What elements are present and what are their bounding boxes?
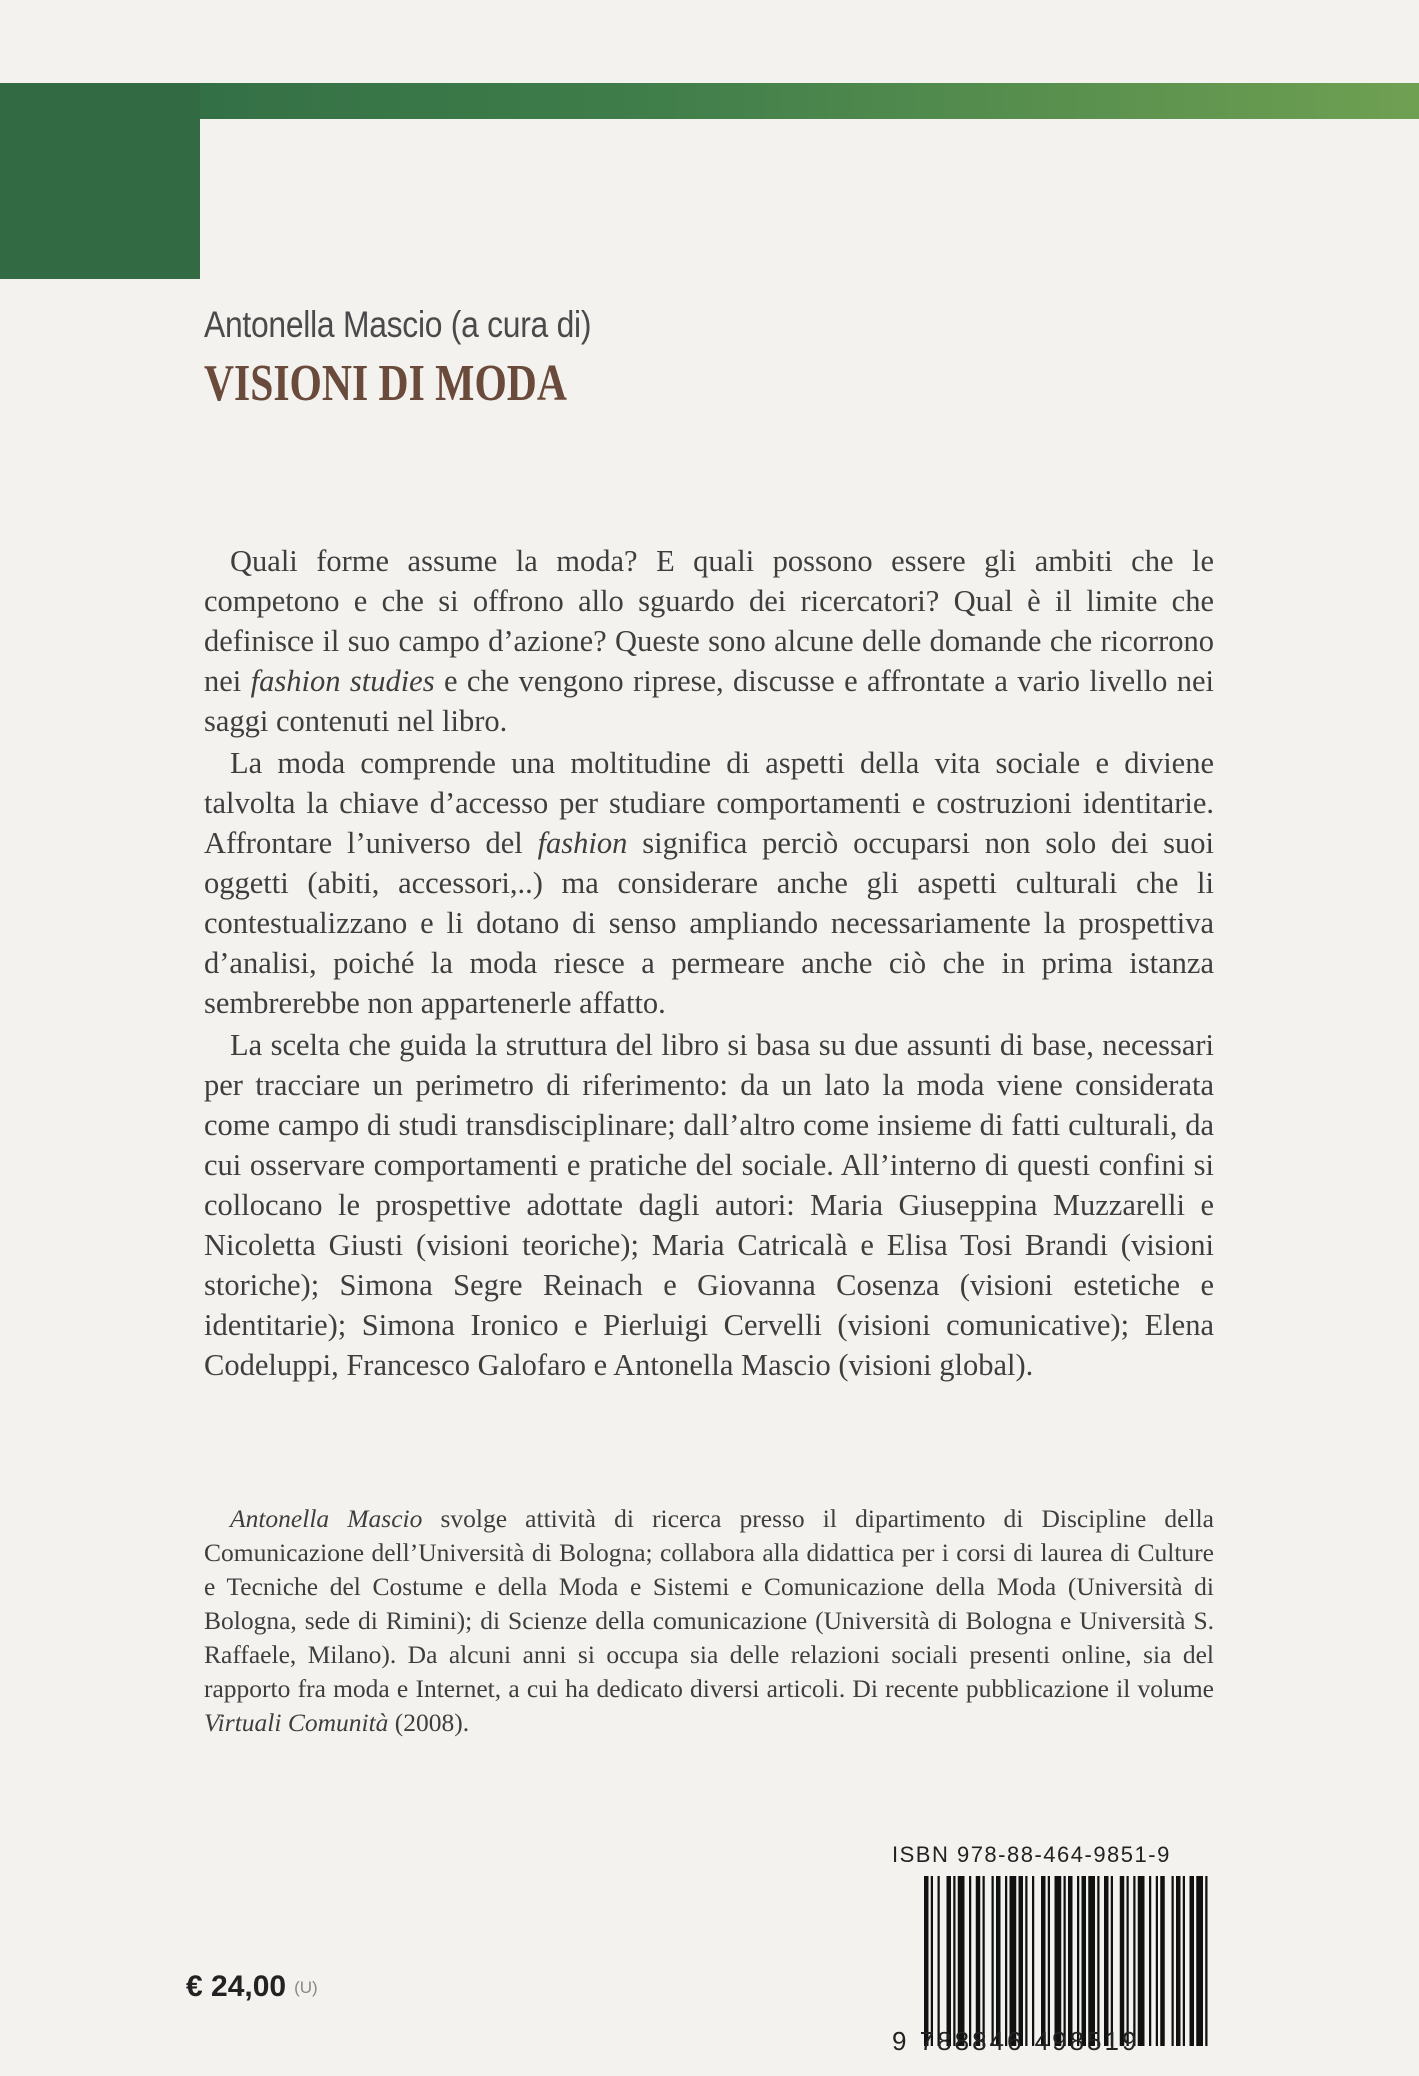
blurb-paragraph-3: La scelta che guida la struttura del libro si basa su due assunti di base, necessari per tracciare un perimetro di riferimento: da un lato la moda viene considerata come campo di studi transdisciplinare; dall’altro come insieme di fatti culturali, da cui osservare comportamenti e pratiche del sociale. All’interno di questi confini si collocano le prospettive adottate dagli autori: Maria Giuseppina Muzzarelli e Nicoletta Giusti (visioni teoriche); Maria Catricalà e Elisa Tosi Brandi (visioni storiche); Simona Segre Reinach e Giovanna Cosenza (visioni estetiche e identitarie); Simona Ironico e Pierluigi Cervelli (visioni comunicative); Elena Codeluppi, Francesco Galofaro e Antonella Mascio (visioni global). xyxy=(204,1028,1214,1382)
barcode-bar xyxy=(1196,1876,1203,2046)
barcode-bar xyxy=(958,1876,965,2046)
barcode-bar xyxy=(1032,1876,1034,2046)
bio-book-title: Virtuali Comunità xyxy=(204,1708,389,1737)
barcode-bar xyxy=(1077,1876,1079,2046)
back-cover-blurb xyxy=(204,541,1214,1387)
barcode-digits: 9 788846 498519 xyxy=(892,2026,1140,2056)
barcode-bar xyxy=(1205,1876,1207,2046)
book-author: Antonella Mascio (a cura di) xyxy=(204,304,592,345)
green-header-band xyxy=(0,83,1419,119)
price-amount: € 24,00 xyxy=(186,1970,287,2003)
barcode-bar xyxy=(1133,1876,1135,2046)
barcode-bar xyxy=(1156,1876,1158,2046)
barcode-bar xyxy=(1104,1876,1109,2046)
barcode-bar xyxy=(1048,1876,1050,2046)
isbn-label: ISBN 978-88-464-9851-9 xyxy=(892,1842,1171,1867)
barcode-bar xyxy=(983,1876,985,2046)
barcode-bar xyxy=(1097,1876,1099,2046)
blurb-paragraph-2: La moda comprende una moltitudine di aspetti della vita sociale e diviene talvolta la chiave d’accesso per studiare comportamenti e costruzioni identitarie. Affrontare l’universo del fashion significa perciò occuparsi non solo dei suoi oggetti (abiti, accessori,..) ma considerare anche gli aspetti culturali che li contestualizzano e li dotano di senso ampliando necessariamente la prospettiva d’analisi, poiché la moda riesce a permeare anche ciò che in prima istanza sembrerebbe non appartenerle affatto. xyxy=(204,746,1214,1020)
barcode-bar xyxy=(1176,1876,1181,2046)
barcode-bar xyxy=(1025,1876,1027,2046)
barcode xyxy=(924,1876,1212,2046)
barcode-bar xyxy=(1190,1876,1195,2046)
barcode-bar xyxy=(1138,1876,1145,2046)
bio-author-name: Antonella Mascio xyxy=(230,1504,423,1533)
blurb-paragraph-1: Quali forme assume la moda? E quali possono essere gli ambiti che le competono e che si offrono allo sguardo dei ricercatori? Qual è il limite che definisce il suo campo d’azione? Queste sono alcune delle domande che ricorrono nei fashion studies e che vengono riprese, discusse e affrontate a vario livello nei saggi contenuti nel libro. xyxy=(204,544,1214,738)
barcode-bar xyxy=(1088,1876,1095,2046)
barcode-bar xyxy=(969,1876,971,2046)
green-corner-block xyxy=(0,83,200,279)
barcode-bar xyxy=(976,1876,981,2046)
barcode-bar xyxy=(938,1876,940,2046)
price xyxy=(186,1970,318,2004)
barcode-bar xyxy=(1068,1876,1073,2046)
barcode-bar xyxy=(1055,1876,1062,2046)
barcode-bar xyxy=(1111,1876,1113,2046)
author-bio: Antonella Mascio svolge attività di ricerca presso il dipartimento di Discipline della Comunicazione dell’Università di Bologna; collabora alla didattica per i corsi di laurea di Culture e Tecniche del Costume e della Moda e Sistemi e Comunicazione della Moda (Università di Bologna, sede di Rimini); di Scienze della comunicazione (Università di Bologna e Università S. Raffaele, Milano). Da alcuni anni si occupa sia delle relazioni sociali presenti online, sia del rapporto fra moda e Internet, a cui ha dedicato diversi articoli. Di recente pubblicazione il volume Virtuali Comunità (2008). xyxy=(204,1504,1214,1737)
barcode-bar xyxy=(1005,1876,1007,2046)
barcode-bar xyxy=(931,1876,933,2046)
book-title: VISIONI DI MODA xyxy=(204,355,567,412)
barcode-bar xyxy=(992,1876,994,2046)
barcode-bar xyxy=(1064,1876,1066,2046)
price-code: (U) xyxy=(294,1978,318,1998)
barcode-bar xyxy=(1041,1876,1046,2046)
barcode-bar xyxy=(1149,1876,1151,2046)
barcode-bar xyxy=(1172,1876,1174,2046)
barcode-bar xyxy=(1160,1876,1165,2046)
barcode-bar xyxy=(947,1876,952,2046)
barcode-bar xyxy=(1082,1876,1087,2046)
barcode-bar xyxy=(1127,1876,1129,2046)
barcode-bar xyxy=(1120,1876,1125,2046)
barcode-bar xyxy=(996,1876,1001,2046)
barcode-bar xyxy=(1183,1876,1185,2046)
barcode-bar xyxy=(1010,1876,1017,2046)
barcode-bar xyxy=(953,1876,955,2046)
barcode-bar xyxy=(924,1876,929,2046)
barcode-bar xyxy=(1019,1876,1024,2046)
